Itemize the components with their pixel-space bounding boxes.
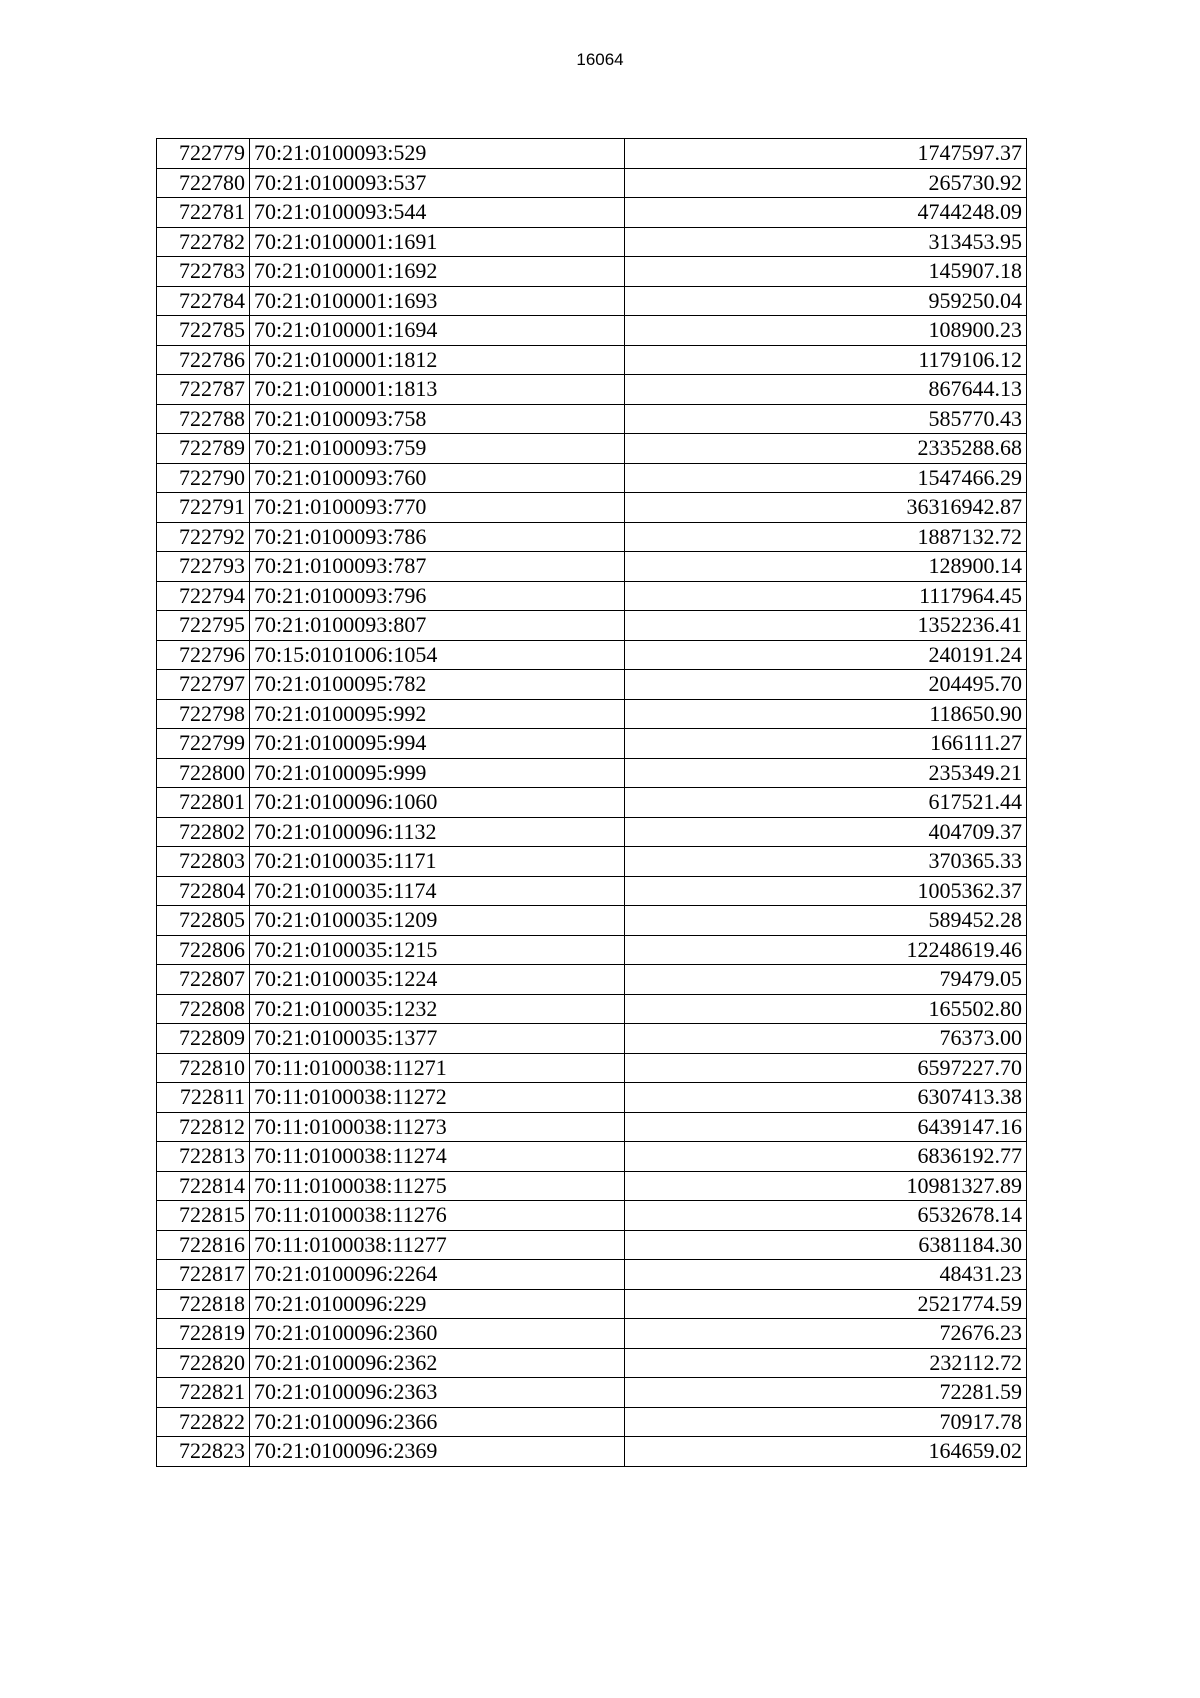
table-row — [157, 729, 1027, 759]
row-number-cell: 722793 — [157, 552, 250, 582]
row-number-cell: 722796 — [157, 640, 250, 670]
value-cell: 108900.23 — [625, 316, 1027, 346]
cadastral-number-cell: 70:21:0100093:760 — [250, 463, 625, 493]
row-number-cell: 722781 — [157, 198, 250, 228]
table-row — [157, 463, 1027, 493]
table-row — [157, 847, 1027, 877]
table-row — [157, 1112, 1027, 1142]
row-number-cell: 722802 — [157, 817, 250, 847]
table-row — [157, 935, 1027, 965]
table-row — [157, 1260, 1027, 1290]
table-row — [157, 375, 1027, 405]
value-cell: 6836192.77 — [625, 1142, 1027, 1172]
row-number-cell: 722812 — [157, 1112, 250, 1142]
row-number-cell: 722783 — [157, 257, 250, 287]
table-row — [157, 1201, 1027, 1231]
value-cell: 265730.92 — [625, 168, 1027, 198]
row-number-cell: 722780 — [157, 168, 250, 198]
table-row — [157, 906, 1027, 936]
table-row — [157, 1024, 1027, 1054]
row-number-cell: 722799 — [157, 729, 250, 759]
row-number-cell: 722808 — [157, 994, 250, 1024]
table-row — [157, 227, 1027, 257]
table-row — [157, 522, 1027, 552]
row-number-cell: 722797 — [157, 670, 250, 700]
value-cell: 959250.04 — [625, 286, 1027, 316]
row-number-cell: 722811 — [157, 1083, 250, 1113]
value-cell: 240191.24 — [625, 640, 1027, 670]
row-number-cell: 722800 — [157, 758, 250, 788]
table-row — [157, 965, 1027, 995]
cadastral-number-cell: 70:21:0100096:2366 — [250, 1407, 625, 1437]
value-cell: 1005362.37 — [625, 876, 1027, 906]
table-row — [157, 817, 1027, 847]
value-cell: 589452.28 — [625, 906, 1027, 936]
cadastral-number-cell: 70:21:0100093:786 — [250, 522, 625, 552]
table-row — [157, 788, 1027, 818]
row-number-cell: 722803 — [157, 847, 250, 877]
cadastral-number-cell: 70:21:0100035:1224 — [250, 965, 625, 995]
cadastral-number-cell: 70:11:0100038:11277 — [250, 1230, 625, 1260]
row-number-cell: 722791 — [157, 493, 250, 523]
cadastral-number-cell: 70:21:0100035:1377 — [250, 1024, 625, 1054]
table-row — [157, 257, 1027, 287]
row-number-cell: 722792 — [157, 522, 250, 552]
row-number-cell: 722822 — [157, 1407, 250, 1437]
cadastral-number-cell: 70:21:0100001:1694 — [250, 316, 625, 346]
table-row — [157, 316, 1027, 346]
row-number-cell: 722786 — [157, 345, 250, 375]
value-cell: 48431.23 — [625, 1260, 1027, 1290]
cadastral-number-cell: 70:21:0100093:544 — [250, 198, 625, 228]
cadastral-number-cell: 70:21:0100093:770 — [250, 493, 625, 523]
value-cell: 12248619.46 — [625, 935, 1027, 965]
cadastral-number-cell: 70:21:0100096:2369 — [250, 1437, 625, 1467]
row-number-cell: 722790 — [157, 463, 250, 493]
cadastral-number-cell: 70:21:0100035:1232 — [250, 994, 625, 1024]
cadastral-number-cell: 70:11:0100038:11275 — [250, 1171, 625, 1201]
row-number-cell: 722818 — [157, 1289, 250, 1319]
value-cell: 235349.21 — [625, 758, 1027, 788]
row-number-cell: 722787 — [157, 375, 250, 405]
table-row — [157, 1319, 1027, 1349]
cadastral-number-cell: 70:21:0100096:1060 — [250, 788, 625, 818]
value-cell: 165502.80 — [625, 994, 1027, 1024]
value-cell: 1747597.37 — [625, 139, 1027, 169]
value-cell: 1179106.12 — [625, 345, 1027, 375]
table-row — [157, 1348, 1027, 1378]
cadastral-number-cell: 70:11:0100038:11273 — [250, 1112, 625, 1142]
value-cell: 2521774.59 — [625, 1289, 1027, 1319]
table-row — [157, 552, 1027, 582]
row-number-cell: 722817 — [157, 1260, 250, 1290]
value-cell: 1887132.72 — [625, 522, 1027, 552]
table-row — [157, 1289, 1027, 1319]
value-cell: 204495.70 — [625, 670, 1027, 700]
cadastral-number-cell: 70:21:0100095:782 — [250, 670, 625, 700]
cadastral-number-cell: 70:21:0100093:537 — [250, 168, 625, 198]
row-number-cell: 722785 — [157, 316, 250, 346]
cadastral-number-cell: 70:21:0100001:1691 — [250, 227, 625, 257]
row-number-cell: 722779 — [157, 139, 250, 169]
row-number-cell: 722823 — [157, 1437, 250, 1467]
value-cell: 6532678.14 — [625, 1201, 1027, 1231]
value-cell: 6381184.30 — [625, 1230, 1027, 1260]
value-cell: 232112.72 — [625, 1348, 1027, 1378]
cadastral-number-cell: 70:21:0100035:1215 — [250, 935, 625, 965]
table-row — [157, 434, 1027, 464]
row-number-cell: 722807 — [157, 965, 250, 995]
value-cell: 617521.44 — [625, 788, 1027, 818]
value-cell: 70917.78 — [625, 1407, 1027, 1437]
value-cell: 36316942.87 — [625, 493, 1027, 523]
value-cell: 313453.95 — [625, 227, 1027, 257]
table-row — [157, 1142, 1027, 1172]
value-cell: 867644.13 — [625, 375, 1027, 405]
row-number-cell: 722795 — [157, 611, 250, 641]
table-row — [157, 994, 1027, 1024]
cadastral-number-cell: 70:21:0100093:787 — [250, 552, 625, 582]
table-row — [157, 876, 1027, 906]
table-row — [157, 1171, 1027, 1201]
cadastral-number-cell: 70:21:0100035:1171 — [250, 847, 625, 877]
row-number-cell: 722819 — [157, 1319, 250, 1349]
value-cell: 1547466.29 — [625, 463, 1027, 493]
cadastral-number-cell: 70:21:0100035:1209 — [250, 906, 625, 936]
value-cell: 145907.18 — [625, 257, 1027, 287]
row-number-cell: 722806 — [157, 935, 250, 965]
table-row — [157, 198, 1027, 228]
cadastral-number-cell: 70:21:0100093:758 — [250, 404, 625, 434]
row-number-cell: 722801 — [157, 788, 250, 818]
table-row — [157, 758, 1027, 788]
cadastral-number-cell: 70:21:0100096:229 — [250, 1289, 625, 1319]
table-row — [157, 1437, 1027, 1467]
value-cell: 404709.37 — [625, 817, 1027, 847]
cadastral-number-cell: 70:21:0100096:2360 — [250, 1319, 625, 1349]
table-row — [157, 699, 1027, 729]
row-number-cell: 722804 — [157, 876, 250, 906]
cadastral-number-cell: 70:21:0100095:992 — [250, 699, 625, 729]
value-cell: 118650.90 — [625, 699, 1027, 729]
value-cell: 4744248.09 — [625, 198, 1027, 228]
row-number-cell: 722814 — [157, 1171, 250, 1201]
cadastral-number-cell: 70:21:0100001:1812 — [250, 345, 625, 375]
cadastral-number-cell: 70:21:0100095:999 — [250, 758, 625, 788]
value-cell: 370365.33 — [625, 847, 1027, 877]
row-number-cell: 722813 — [157, 1142, 250, 1172]
table-body — [157, 139, 1027, 1467]
table-row — [157, 611, 1027, 641]
table-row — [157, 404, 1027, 434]
row-number-cell: 722821 — [157, 1378, 250, 1408]
table-row — [157, 581, 1027, 611]
cadastral-number-cell: 70:11:0100038:11276 — [250, 1201, 625, 1231]
value-cell: 6597227.70 — [625, 1053, 1027, 1083]
cadastral-number-cell: 70:21:0100096:2264 — [250, 1260, 625, 1290]
cadastral-number-cell: 70:21:0100093:807 — [250, 611, 625, 641]
cadastral-number-cell: 70:15:0101006:1054 — [250, 640, 625, 670]
row-number-cell: 722809 — [157, 1024, 250, 1054]
value-cell: 76373.00 — [625, 1024, 1027, 1054]
cadastral-number-cell: 70:21:0100093:759 — [250, 434, 625, 464]
row-number-cell: 722815 — [157, 1201, 250, 1231]
value-cell: 72676.23 — [625, 1319, 1027, 1349]
cadastral-number-cell: 70:21:0100095:994 — [250, 729, 625, 759]
value-cell: 2335288.68 — [625, 434, 1027, 464]
cadastral-number-cell: 70:21:0100001:1693 — [250, 286, 625, 316]
value-cell: 72281.59 — [625, 1378, 1027, 1408]
row-number-cell: 722794 — [157, 581, 250, 611]
table-row — [157, 640, 1027, 670]
table-row — [157, 345, 1027, 375]
cadastral-number-cell: 70:21:0100093:529 — [250, 139, 625, 169]
cadastral-number-cell: 70:21:0100035:1174 — [250, 876, 625, 906]
cadastral-number-cell: 70:21:0100001:1692 — [250, 257, 625, 287]
row-number-cell: 722820 — [157, 1348, 250, 1378]
table-row — [157, 1407, 1027, 1437]
table-row — [157, 1083, 1027, 1113]
value-cell: 166111.27 — [625, 729, 1027, 759]
page-number: 16064 — [576, 50, 624, 69]
row-number-cell: 722784 — [157, 286, 250, 316]
row-number-cell: 722782 — [157, 227, 250, 257]
table-row — [157, 139, 1027, 169]
table-row — [157, 493, 1027, 523]
value-cell: 10981327.89 — [625, 1171, 1027, 1201]
value-cell: 6307413.38 — [625, 1083, 1027, 1113]
value-cell: 1117964.45 — [625, 581, 1027, 611]
value-cell: 164659.02 — [625, 1437, 1027, 1467]
cadastral-number-cell: 70:21:0100093:796 — [250, 581, 625, 611]
value-cell: 128900.14 — [625, 552, 1027, 582]
value-cell: 585770.43 — [625, 404, 1027, 434]
row-number-cell: 722810 — [157, 1053, 250, 1083]
cadastral-number-cell: 70:11:0100038:11274 — [250, 1142, 625, 1172]
value-cell: 1352236.41 — [625, 611, 1027, 641]
cadastral-number-cell: 70:11:0100038:11271 — [250, 1053, 625, 1083]
cadastral-number-cell: 70:21:0100096:2362 — [250, 1348, 625, 1378]
table-row — [157, 1230, 1027, 1260]
row-number-cell: 722788 — [157, 404, 250, 434]
value-cell: 79479.05 — [625, 965, 1027, 995]
row-number-cell: 722805 — [157, 906, 250, 936]
table-row — [157, 1378, 1027, 1408]
table-row — [157, 168, 1027, 198]
row-number-cell: 722789 — [157, 434, 250, 464]
row-number-cell: 722816 — [157, 1230, 250, 1260]
table-row — [157, 1053, 1027, 1083]
row-number-cell: 722798 — [157, 699, 250, 729]
value-cell: 6439147.16 — [625, 1112, 1027, 1142]
cadastral-number-cell: 70:21:0100096:2363 — [250, 1378, 625, 1408]
cadastral-number-cell: 70:21:0100001:1813 — [250, 375, 625, 405]
table-row — [157, 286, 1027, 316]
cadastral-number-cell: 70:11:0100038:11272 — [250, 1083, 625, 1113]
table-row — [157, 670, 1027, 700]
cadastral-number-cell: 70:21:0100096:1132 — [250, 817, 625, 847]
cadastral-table — [156, 138, 1027, 1467]
